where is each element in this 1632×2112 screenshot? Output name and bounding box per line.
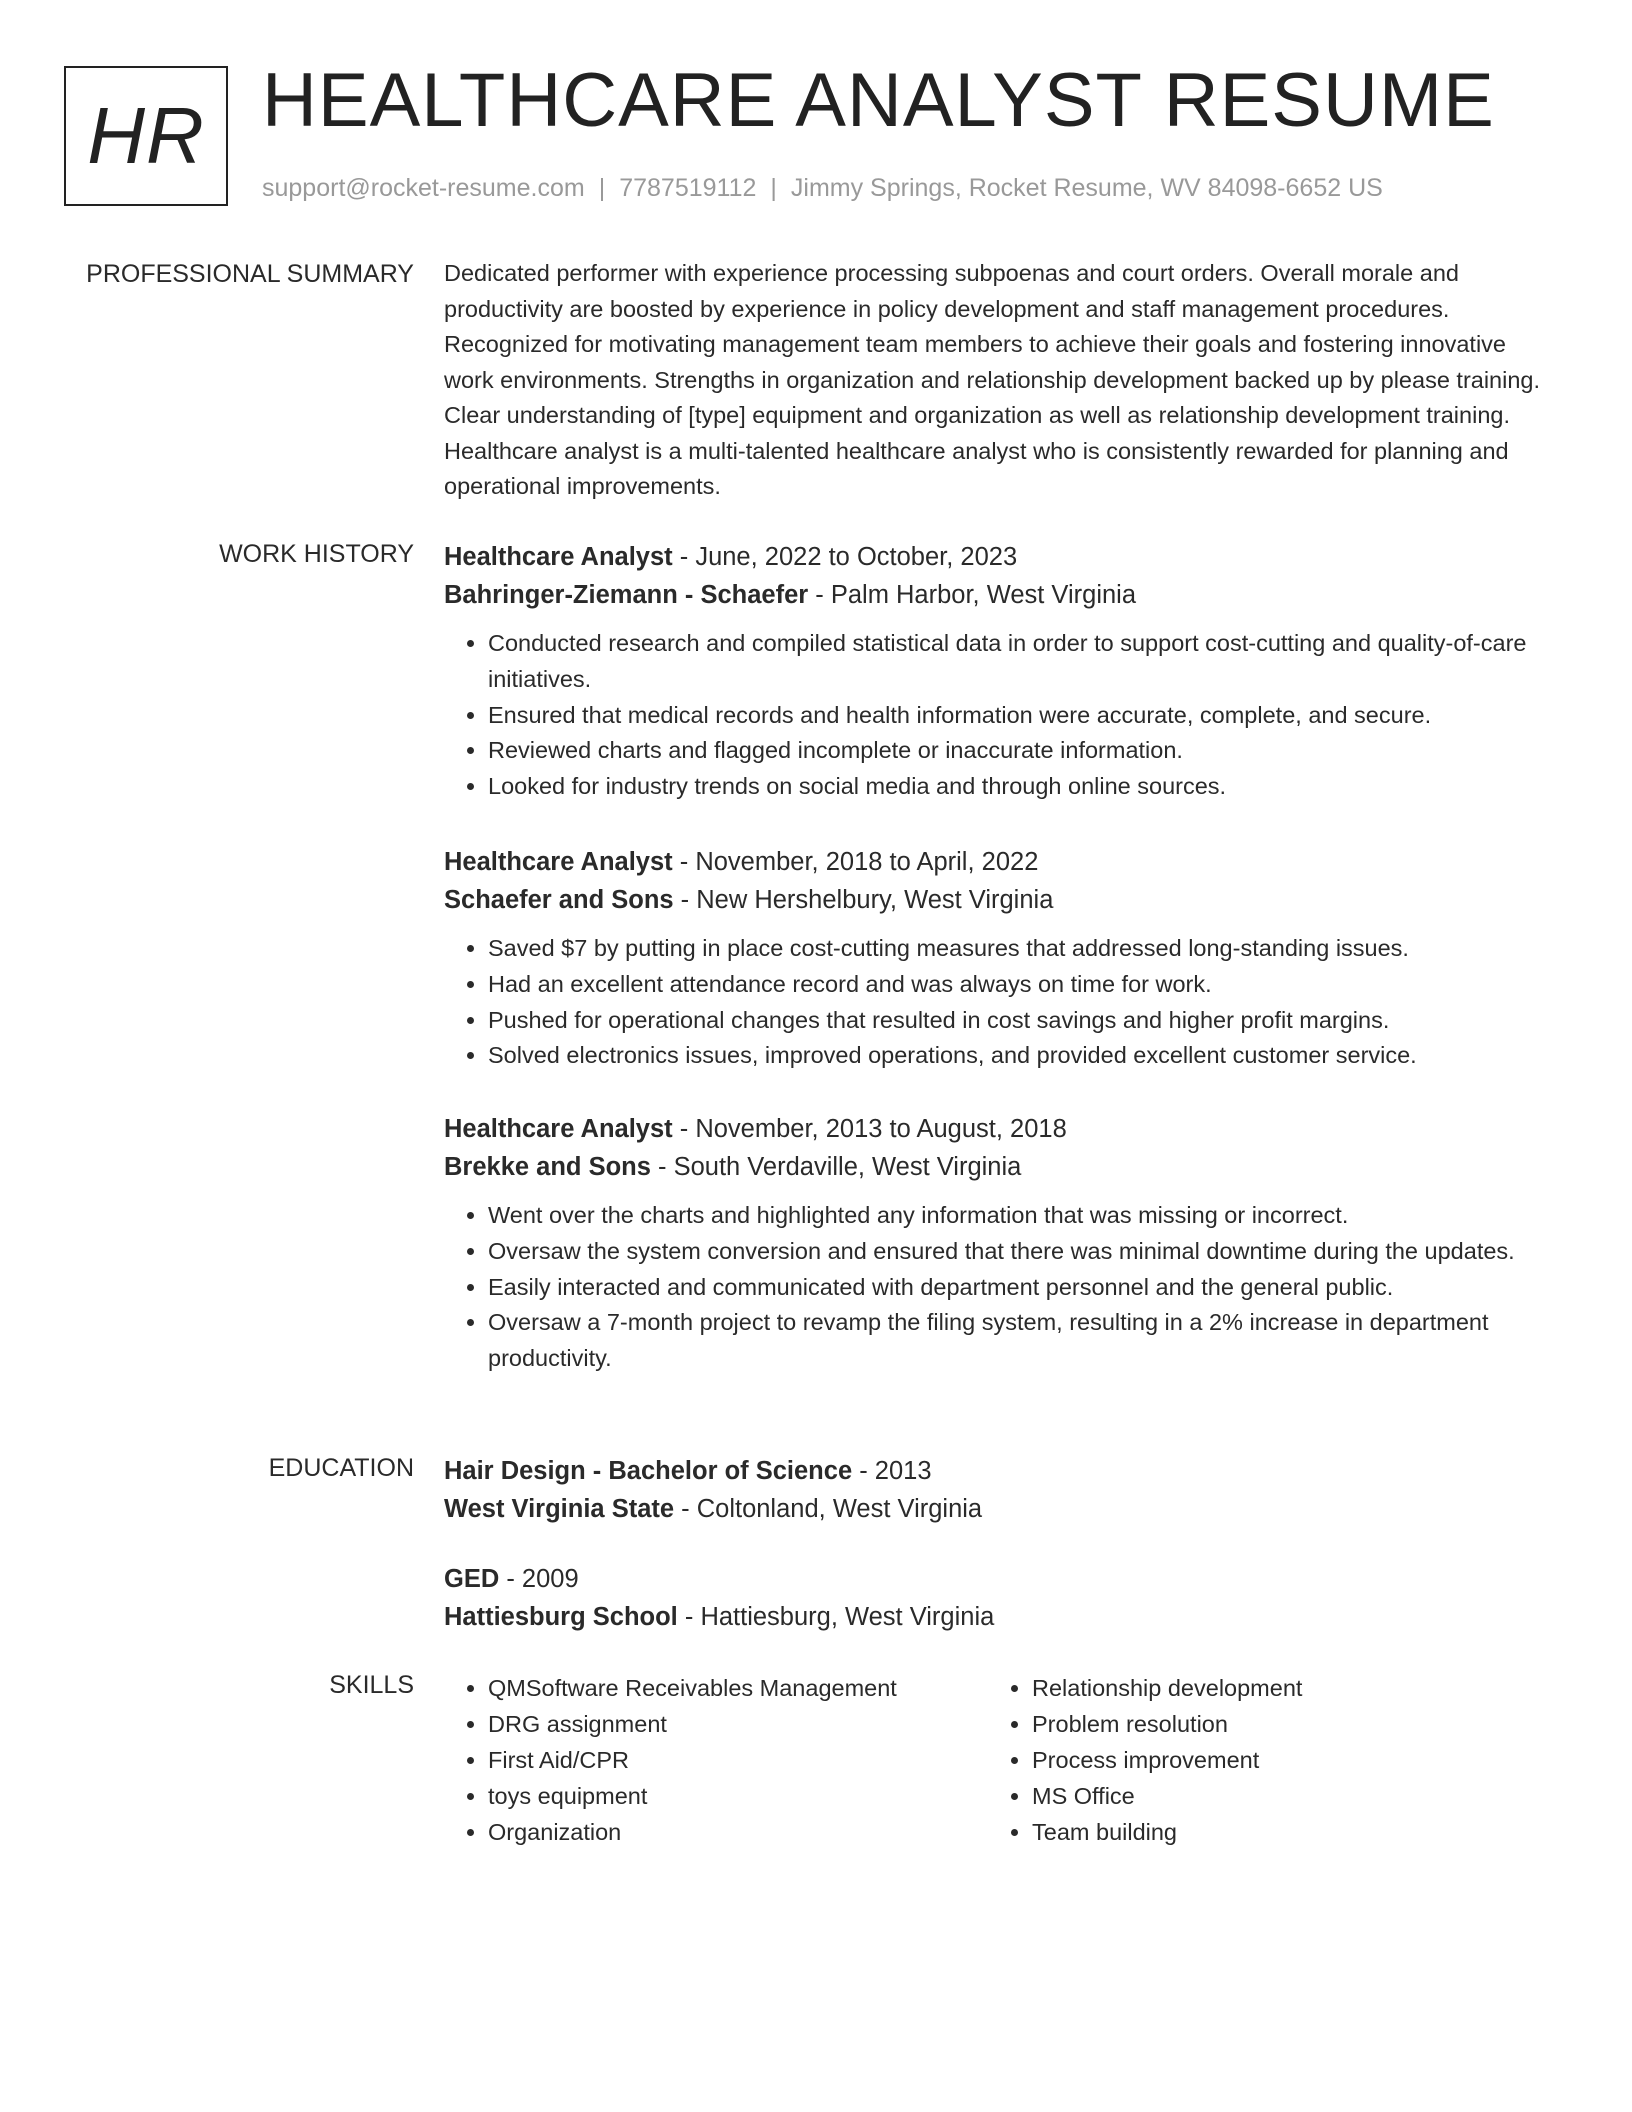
skills-list-right <box>988 1670 1532 1850</box>
page-title: HEALTHCARE ANALYST RESUME <box>262 58 1495 143</box>
education-degree-line <box>444 1452 1544 1490</box>
job-entry <box>444 538 1544 805</box>
job-location: - South Verdaville, West Virginia <box>650 1153 1022 1181</box>
skill-item: • Organization <box>488 1814 988 1850</box>
job-location: - Palm Harbor, West Virginia <box>808 581 1137 609</box>
education-entry <box>444 1452 1544 1528</box>
job-entry <box>444 843 1544 1074</box>
skill-item: • Team building <box>1032 1814 1532 1850</box>
contact-phone: 7787519112 <box>619 174 757 202</box>
job-company-line <box>444 881 1544 919</box>
job-dates: - November, 2018 to April, 2022 <box>672 848 1039 876</box>
contact-separator: | <box>598 174 606 202</box>
skill-item: • MS Office <box>1032 1778 1532 1814</box>
education-year: - 2009 <box>499 1565 579 1593</box>
list-item: • Saved $7 by putting in place cost-cutting measures that addressed long-standing issues. <box>488 931 1544 967</box>
list-item: • Oversaw the system conversion and ensured that there was minimal downtime during the updates. <box>488 1234 1544 1270</box>
education-school: Hattiesburg School <box>444 1603 678 1631</box>
section-heading-education: EDUCATION <box>268 1454 414 1482</box>
job-dates: - June, 2022 to October, 2023 <box>672 543 1018 571</box>
job-bullets <box>444 1198 1544 1377</box>
job-company: Brekke and Sons <box>444 1153 651 1181</box>
education-entry <box>444 1560 1544 1636</box>
job-title: Healthcare Analyst <box>444 848 673 876</box>
skills-columns <box>444 1670 1544 1850</box>
summary-text: Dedicated performer with experience processing subpoenas and court orders. Overall morale and productivity are boosted by experience in policy development and staff management procedures. Recognized for motivating management team members to achieve their goals and fostering innovative work environments. Strengths in organization and relationship development backed up by please training. Clear understanding of [type] equipment and organization as well as relationship development training. Healthcare analyst is a multi-talented healthcare analyst who is consistently rewarded for planning and operational improvements. <box>444 260 1541 499</box>
job-company: Bahringer-Ziemann - Schaefer <box>444 581 809 609</box>
skill-item: • Process improvement <box>1032 1742 1532 1778</box>
section-heading-skills: SKILLS <box>329 1671 414 1699</box>
job-bullets <box>444 626 1544 805</box>
education-school-line <box>444 1490 1544 1528</box>
skills-list-left <box>444 1670 988 1850</box>
job-dates: - November, 2013 to August, 2018 <box>672 1115 1067 1143</box>
education-year: - 2013 <box>852 1457 932 1485</box>
skill-item: • First Aid/CPR <box>488 1742 988 1778</box>
job-company: Schaefer and Sons <box>444 886 674 914</box>
list-item: • Ensured that medical records and health information were accurate, complete, and secure. <box>488 698 1544 734</box>
list-item: • Easily interacted and communicated with department personnel and the general public. <box>488 1270 1544 1306</box>
job-title-line <box>444 538 1544 576</box>
list-item: • Looked for industry trends on social media and through online sources. <box>488 769 1544 805</box>
education-degree: GED <box>444 1565 500 1593</box>
section-heading-work-history: WORK HISTORY <box>219 540 414 568</box>
job-title: Healthcare Analyst <box>444 1115 673 1143</box>
list-item: • Oversaw a 7-month project to revamp the filing system, resulting in a 2% increase in department productivity. <box>488 1305 1544 1377</box>
job-entry <box>444 1110 1544 1377</box>
contact-email: support@rocket-resume.com <box>262 174 585 202</box>
job-title-line <box>444 1110 1544 1148</box>
skill-item: • Problem resolution <box>1032 1706 1532 1742</box>
section-heading-summary: PROFESSIONAL SUMMARY <box>86 260 414 288</box>
list-item: • Had an excellent attendance record and was always on time for work. <box>488 967 1544 1003</box>
list-item: • Conducted research and compiled statistical data in order to support cost-cutting and quality-of-care initiatives. <box>488 626 1544 698</box>
education-degree-line <box>444 1560 1544 1598</box>
skill-item: • toys equipment <box>488 1778 988 1814</box>
education-school-line <box>444 1598 1544 1636</box>
job-location: - New Hershelbury, West Virginia <box>673 886 1054 914</box>
education-school: West Virginia State <box>444 1495 675 1523</box>
job-title: Healthcare Analyst <box>444 543 673 571</box>
skill-item: • DRG assignment <box>488 1706 988 1742</box>
job-company-line <box>444 1148 1544 1186</box>
contact-separator: | <box>770 174 777 202</box>
education-location: - Hattiesburg, West Virginia <box>677 1603 995 1631</box>
skill-item: • Relationship development <box>1032 1670 1532 1706</box>
contact-line <box>262 174 1383 203</box>
education-location: - Coltonland, West Virginia <box>674 1495 983 1523</box>
contact-address: Jimmy Springs, Rocket Resume, WV 84098-6652 US <box>790 174 1383 202</box>
monogram-initials: HR <box>87 91 205 180</box>
job-company-line <box>444 576 1544 614</box>
monogram-box <box>64 66 228 206</box>
list-item: • Reviewed charts and flagged incomplete or inaccurate information. <box>488 733 1544 769</box>
list-item: • Pushed for operational changes that resulted in cost savings and higher profit margins. <box>488 1003 1544 1039</box>
skill-item: • QMSoftware Receivables Management <box>488 1670 988 1706</box>
list-item: • Went over the charts and highlighted any information that was missing or incorrect. <box>488 1198 1544 1234</box>
job-bullets <box>444 931 1544 1074</box>
job-title-line <box>444 843 1544 881</box>
education-degree: Hair Design - Bachelor of Science <box>444 1457 853 1485</box>
list-item: • Solved electronics issues, improved operations, and provided excellent customer service. <box>488 1038 1544 1074</box>
